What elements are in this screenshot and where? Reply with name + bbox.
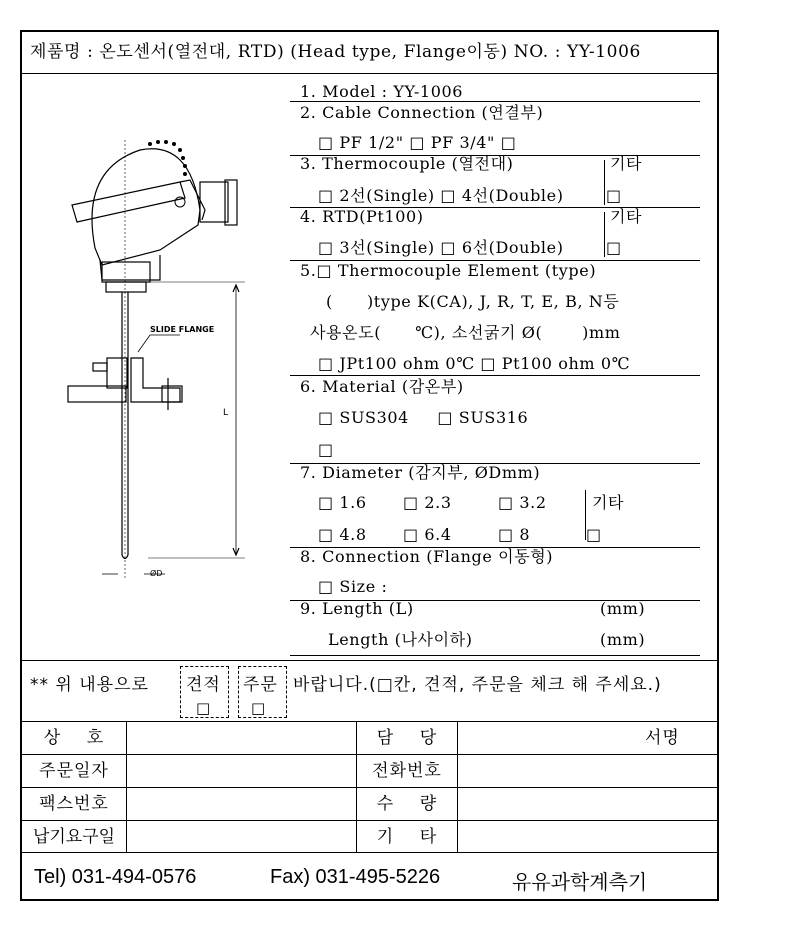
footer-fax: Fax) 031-495-5226 bbox=[270, 866, 441, 888]
dia-4-8[interactable]: □ 4.8 bbox=[318, 525, 367, 544]
rtd-other-label: 기타 bbox=[610, 207, 643, 226]
quote-checkbox[interactable]: □ bbox=[196, 699, 212, 717]
diameter-label: 7. Diameter (감지부, ØDmm) bbox=[300, 463, 541, 482]
slide-flange-label: SLIDE FLANGE bbox=[150, 325, 215, 334]
diameter-label: ØD bbox=[150, 569, 163, 578]
dia-6-4[interactable]: □ 6.4 bbox=[403, 525, 452, 544]
order-suffix: 바랍니다.(□칸, 견적, 주문을 체크 해 주세요.) bbox=[293, 675, 662, 695]
quantity-label: 수 량 bbox=[376, 794, 438, 814]
signature-label: 서명 bbox=[645, 728, 680, 748]
thermocouple-label: 3. Thermocouple (열전대) bbox=[300, 154, 514, 173]
footer-tel: Tel) 031-494-0576 bbox=[34, 866, 197, 888]
dia-8[interactable]: □ 8 bbox=[498, 525, 531, 544]
dia-other-label: 기타 bbox=[592, 493, 625, 512]
thread-length-label: Length (나사이하) bbox=[328, 630, 473, 649]
material-options[interactable]: □ SUS304 □ SUS316 bbox=[318, 408, 529, 427]
length-label: L bbox=[223, 408, 229, 418]
material-other-checkbox[interactable]: □ bbox=[318, 440, 334, 459]
material-label: 6. Material (감온부) bbox=[300, 377, 464, 396]
company-name-field[interactable] bbox=[127, 722, 356, 754]
element-label[interactable]: 5.□ Thermocouple Element (type) bbox=[300, 261, 597, 280]
element-rtd-options[interactable]: □ JPt100 ohm 0℃ □ Pt100 ohm 0℃ bbox=[318, 354, 631, 373]
rtd-label: 4. RTD(Pt100) bbox=[300, 207, 424, 226]
element-types: ( )type K(CA), J, R, T, E, B, N등 bbox=[326, 292, 620, 311]
other-label: 기 타 bbox=[376, 827, 438, 847]
length-label: 9. Length (L) bbox=[300, 599, 414, 618]
thermocouple-options[interactable]: □ 2선(Single) □ 4선(Double) bbox=[318, 186, 564, 205]
contact-person-field[interactable] bbox=[458, 722, 715, 754]
thread-length-unit: (mm) bbox=[600, 630, 646, 649]
phone-label: 전화번호 bbox=[372, 761, 442, 781]
due-date-label: 납기요구일 bbox=[32, 827, 116, 847]
cable-options[interactable]: □ PF 1/2" □ PF 3/4" □ bbox=[318, 133, 517, 152]
dia-2-3[interactable]: □ 2.3 bbox=[403, 493, 452, 512]
order-prefix: ** 위 내용으로 bbox=[30, 675, 149, 695]
thermocouple-diagram bbox=[40, 130, 280, 590]
quote-label: 견적 bbox=[186, 675, 221, 695]
tc-other-checkbox[interactable]: □ bbox=[606, 186, 622, 205]
cable-connection-label: 2. Cable Connection (연결부) bbox=[300, 103, 544, 122]
company-name-label: 상 호 bbox=[43, 728, 105, 748]
connection-label: 8. Connection (Flange 이동형) bbox=[300, 547, 554, 566]
element-temp: 사용온도( ℃), 소선굵기 Ø( )mm bbox=[310, 323, 621, 342]
rtd-other-checkbox[interactable]: □ bbox=[606, 238, 622, 257]
dia-other-checkbox[interactable]: □ bbox=[586, 525, 602, 544]
fax-label: 팩스번호 bbox=[39, 794, 109, 814]
length-unit: (mm) bbox=[600, 599, 646, 618]
rtd-options[interactable]: □ 3선(Single) □ 6선(Double) bbox=[318, 238, 564, 257]
dia-1-6[interactable]: □ 1.6 bbox=[318, 493, 367, 512]
order-label: 주문 bbox=[243, 675, 278, 695]
dia-3-2[interactable]: □ 3.2 bbox=[498, 493, 547, 512]
contact-person-label: 담 당 bbox=[376, 728, 438, 748]
order-date-label: 주문일자 bbox=[39, 761, 109, 781]
form-title: 제품명 : 온도센서(열전대, RTD) (Head type, Flange이동) NO. : YY-1006 bbox=[30, 42, 641, 62]
model-label: 1. Model : YY-1006 bbox=[300, 82, 464, 101]
size-checkbox[interactable]: □ Size : bbox=[318, 577, 388, 596]
order-checkbox[interactable]: □ bbox=[251, 699, 267, 717]
tc-other-label: 기타 bbox=[610, 154, 643, 173]
footer-company: 유유과학계측기 bbox=[512, 872, 648, 894]
